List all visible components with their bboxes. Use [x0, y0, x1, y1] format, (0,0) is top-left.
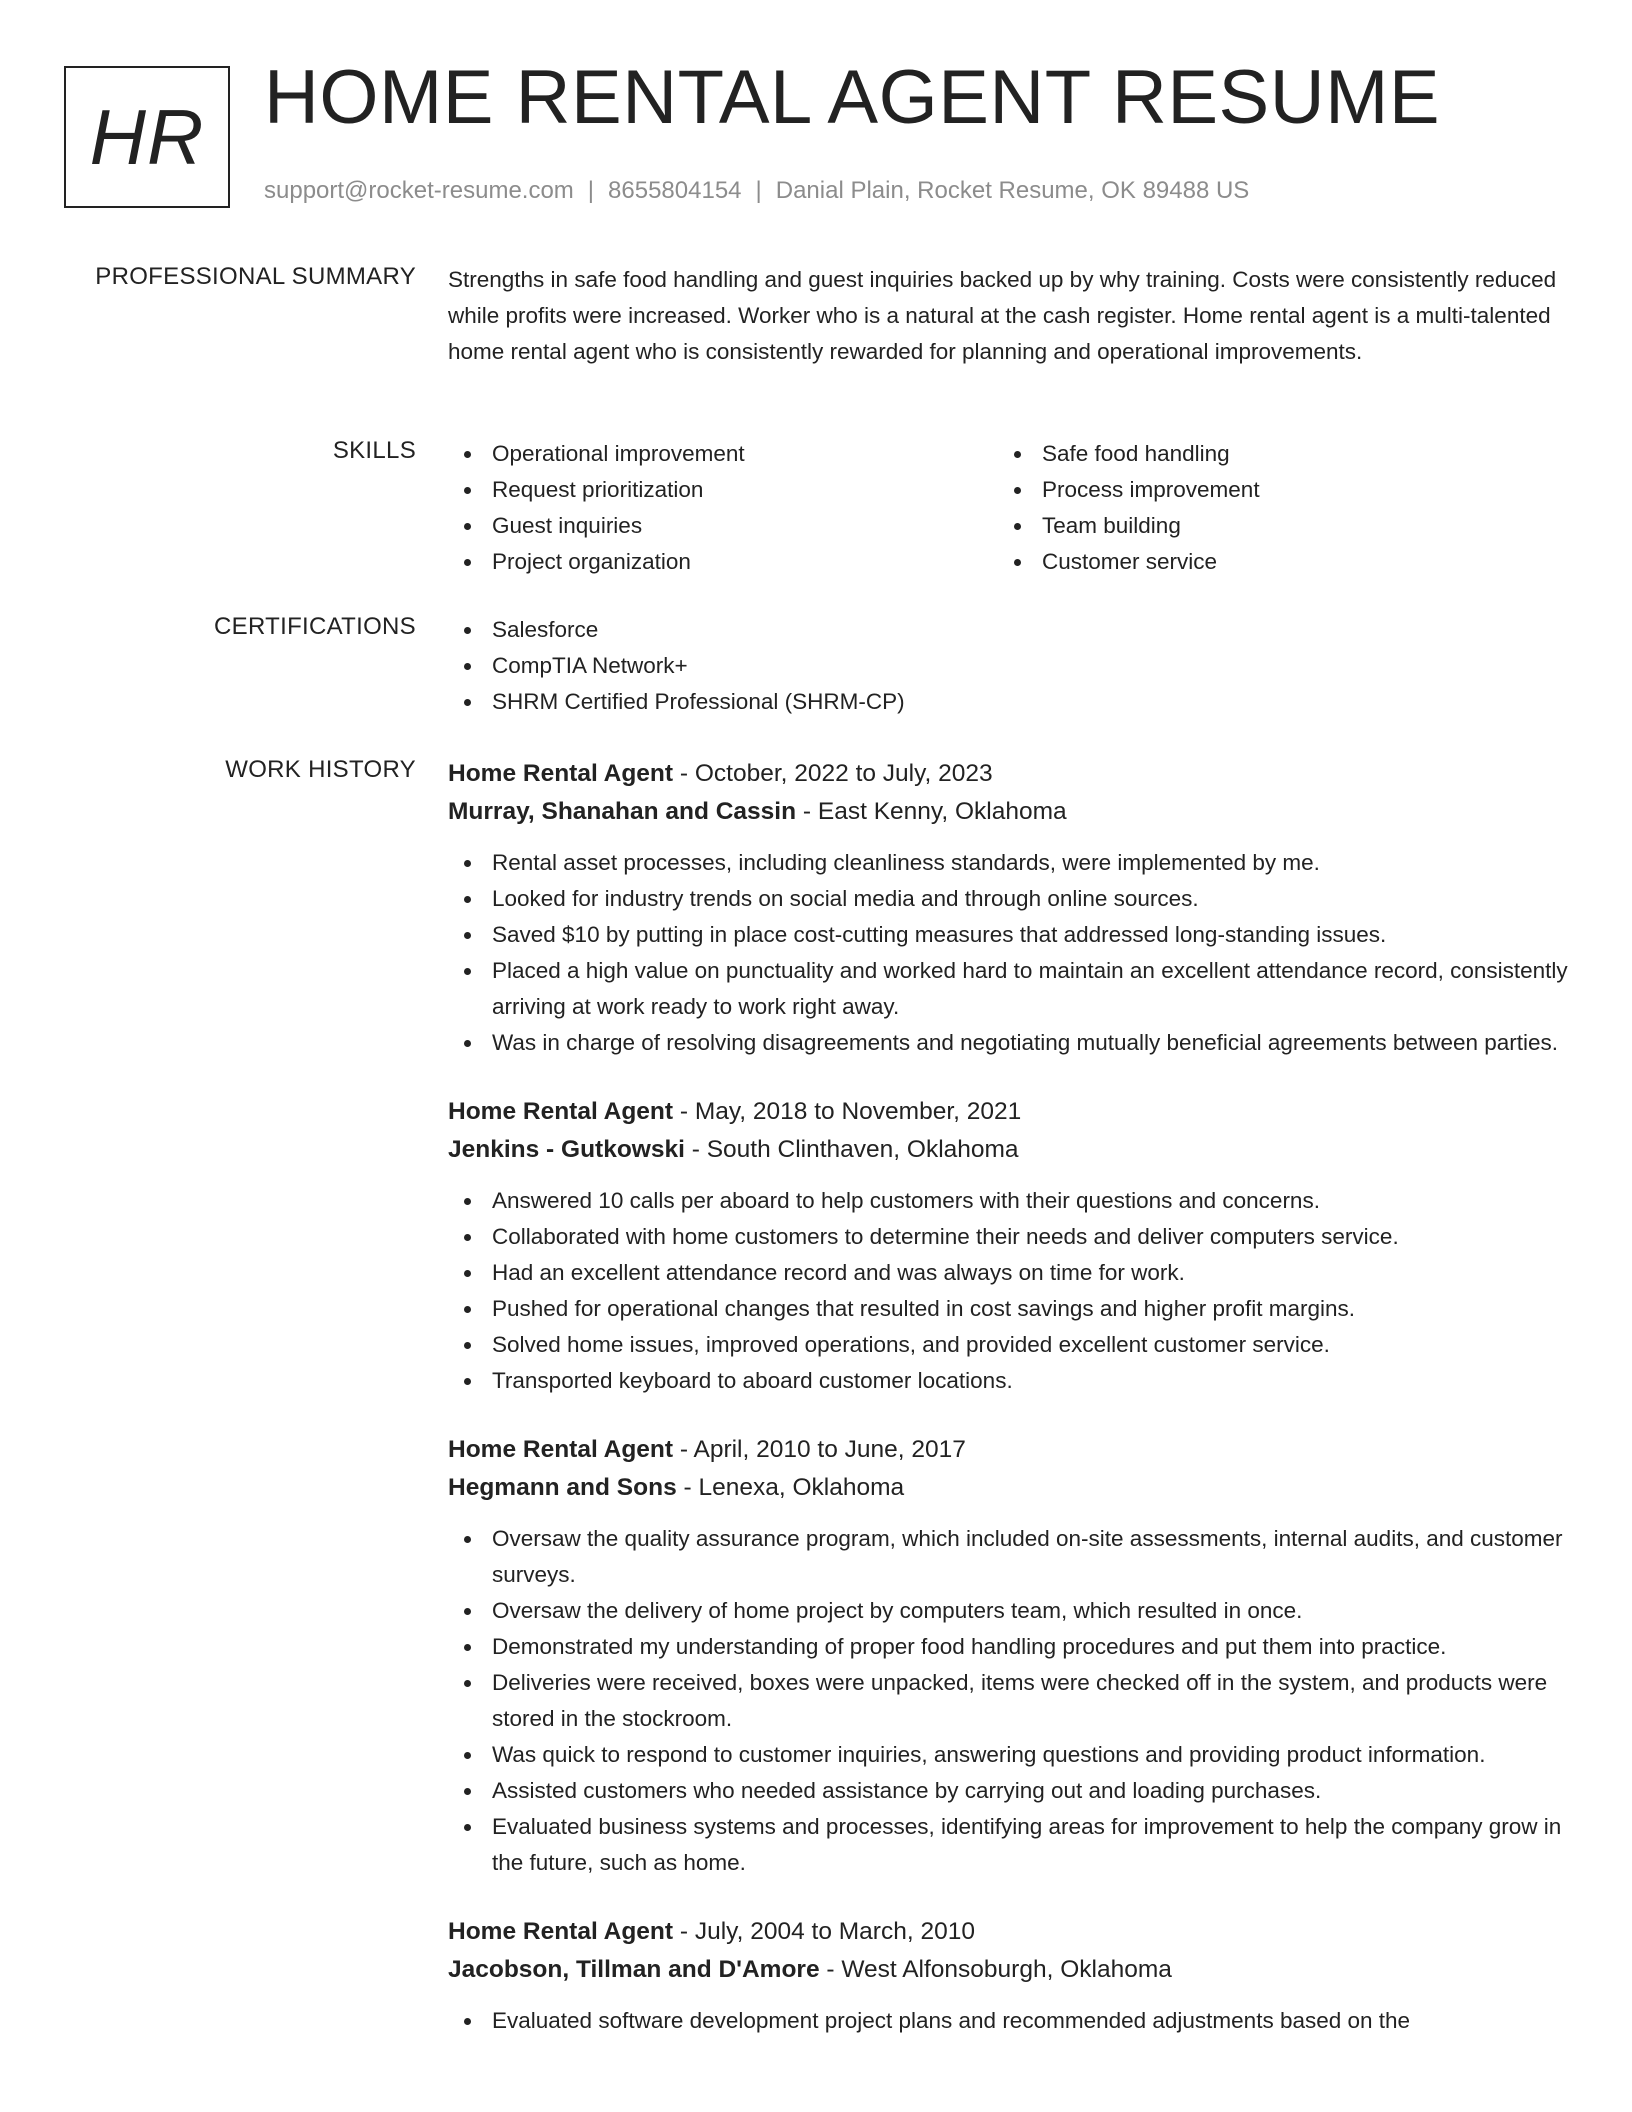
skills-heading: SKILLS: [332, 437, 416, 464]
job-bullets: [448, 1183, 1568, 1399]
job-title-line: [448, 1431, 1568, 1469]
job-entry: [448, 1913, 1568, 2039]
contact-address: Danial Plain, Rocket Resume, OK 89488 US: [775, 177, 1250, 204]
job-bullet: Oversaw the quality assurance program, which included on-site assessments, internal audits, and customer surveys.: [448, 1521, 1568, 1593]
summary-body: [448, 262, 1568, 370]
contact-email: support@rocket-resume.com: [264, 177, 574, 204]
job-company-line: [448, 793, 1568, 831]
job-dates: April, 2010 to June, 2017: [693, 1436, 966, 1463]
skills-list-right: [998, 436, 1548, 580]
job-location: East Kenny, Oklahoma: [817, 798, 1067, 825]
job-company: Hegmann and Sons: [448, 1474, 677, 1501]
job-location: South Clinthaven, Oklahoma: [706, 1136, 1019, 1163]
job-company: Jenkins - Gutkowski: [448, 1136, 685, 1163]
job-bullet: Was quick to respond to customer inquiries, answering questions and providing product information.: [448, 1737, 1568, 1773]
skill-item: Customer service: [998, 544, 1548, 580]
job-title-line: [448, 755, 1568, 793]
job-title-line: [448, 1093, 1568, 1131]
job-bullet: Transported keyboard to aboard customer locations.: [448, 1363, 1568, 1399]
monogram-text: HR: [89, 93, 205, 181]
job-title: Home Rental Agent: [448, 1098, 674, 1125]
job-bullet: Deliveries were received, boxes were unpacked, items were checked off in the system, and products were stored in the stockroom.: [448, 1665, 1568, 1737]
job-bullets: [448, 845, 1568, 1061]
monogram-box: [64, 66, 230, 208]
skill-item: Safe food handling: [998, 436, 1548, 472]
certifications-list: [448, 612, 1568, 720]
job-bullet: Solved home issues, improved operations, and provided excellent customer service.: [448, 1327, 1568, 1363]
skill-item: Request prioritization: [448, 472, 998, 508]
job-entry: [448, 755, 1568, 1061]
job-bullet: Was in charge of resolving disagreements and negotiating mutually beneficial agreements between parties.: [448, 1025, 1568, 1061]
job-location: West Alfonsoburgh, Oklahoma: [841, 1956, 1172, 1983]
skill-item: Team building: [998, 508, 1548, 544]
job-bullet: Had an excellent attendance record and was always on time for work.: [448, 1255, 1568, 1291]
job-company-line: [448, 1131, 1568, 1169]
certifications-heading: CERTIFICATIONS: [214, 613, 416, 640]
certification-item: SHRM Certified Professional (SHRM-CP): [448, 684, 1568, 720]
job-separator: -: [796, 798, 818, 825]
job-bullet: Assisted customers who needed assistance by carrying out and loading purchases.: [448, 1773, 1568, 1809]
job-company-line: [448, 1469, 1568, 1507]
job-bullet: Saved $10 by putting in place cost-cutting measures that addressed long-standing issues.: [448, 917, 1568, 953]
contact-separator: |: [587, 177, 595, 204]
contact-phone: 8655804154: [608, 177, 742, 204]
job-bullet: Collaborated with home customers to determine their needs and deliver computers service.: [448, 1219, 1568, 1255]
work-history-heading: WORK HISTORY: [225, 756, 416, 783]
job-title: Home Rental Agent: [448, 1918, 674, 1945]
job-bullet: Evaluated business systems and processes, identifying areas for improvement to help the company grow in the future, such as home.: [448, 1809, 1568, 1881]
skill-item: Process improvement: [998, 472, 1548, 508]
certifications-body: [448, 612, 1568, 720]
job-bullet: Pushed for operational changes that resulted in cost savings and higher profit margins.: [448, 1291, 1568, 1327]
job-company: Murray, Shanahan and Cassin: [448, 798, 797, 825]
job-title: Home Rental Agent: [448, 760, 674, 787]
job-separator: -: [673, 1918, 695, 1945]
job-bullet: Placed a high value on punctuality and worked hard to maintain an excellent attendance record, consistently arriving at work ready to work right away.: [448, 953, 1568, 1025]
job-company: Jacobson, Tillman and D'Amore: [448, 1956, 820, 1983]
job-dates: July, 2004 to March, 2010: [694, 1918, 975, 1945]
job-bullet: Oversaw the delivery of home project by computers team, which resulted in once.: [448, 1593, 1568, 1629]
job-bullet: Evaluated software development project plans and recommended adjustments based on the: [448, 2003, 1568, 2039]
certification-item: Salesforce: [448, 612, 1568, 648]
job-location: Lenexa, Oklahoma: [698, 1474, 905, 1501]
contact-separator: |: [755, 177, 762, 204]
job-bullet: Rental asset processes, including cleanliness standards, were implemented by me.: [448, 845, 1568, 881]
job-bullet: Answered 10 calls per aboard to help customers with their questions and concerns.: [448, 1183, 1568, 1219]
job-bullets: [448, 2003, 1568, 2039]
job-separator: -: [673, 1436, 694, 1463]
job-separator: -: [673, 760, 695, 787]
job-company-line: [448, 1951, 1568, 1989]
job-entry: [448, 1093, 1568, 1399]
job-entry: [448, 1431, 1568, 1881]
job-dates: October, 2022 to July, 2023: [694, 760, 993, 787]
summary-text: Strengths in safe food handling and guest inquiries backed up by why training. Costs were consistently reduced while profits were increased. Worker who is a natural at the cash register. Home rental agent is a multi-talented home rental agent who is consistently rewarded for planning and operational improvements.: [448, 267, 1557, 364]
job-separator: -: [684, 1136, 707, 1163]
resume-title: HOME RENTAL AGENT RESUME: [264, 55, 1441, 140]
contact-line: [264, 176, 1249, 206]
skill-item: Operational improvement: [448, 436, 998, 472]
skills-list-left: [448, 436, 998, 580]
certification-item: CompTIA Network+: [448, 648, 1568, 684]
job-bullets: [448, 1521, 1568, 1881]
summary-heading: PROFESSIONAL SUMMARY: [95, 263, 416, 290]
skill-item: Project organization: [448, 544, 998, 580]
job-bullet: Demonstrated my understanding of proper food handling procedures and put them into practice.: [448, 1629, 1568, 1665]
job-separator: -: [819, 1956, 842, 1983]
work-history-body: [448, 755, 1568, 2071]
job-dates: May, 2018 to November, 2021: [694, 1098, 1022, 1125]
job-title: Home Rental Agent: [448, 1436, 674, 1463]
job-separator: -: [673, 1098, 695, 1125]
job-title-line: [448, 1913, 1568, 1951]
skill-item: Guest inquiries: [448, 508, 998, 544]
job-bullet: Looked for industry trends on social media and through online sources.: [448, 881, 1568, 917]
job-separator: -: [676, 1474, 699, 1501]
skills-body: [448, 436, 1568, 580]
